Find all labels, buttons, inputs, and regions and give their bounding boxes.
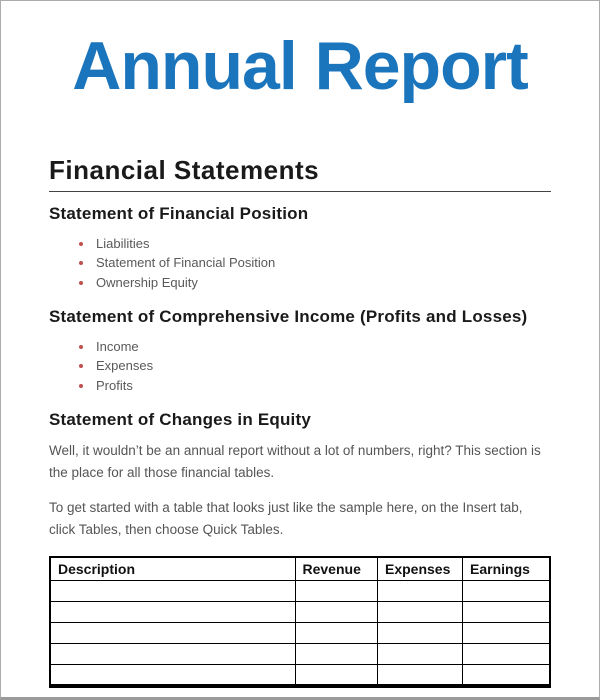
list-item: Expenses [49,356,551,376]
table-cell [50,665,295,686]
section-heading-financial-position: Statement of Financial Position [49,204,309,224]
table-cell [50,581,295,602]
table-cell [378,623,463,644]
table-header-cell: Revenue [295,557,378,581]
section-heading-comprehensive-income: Statement of Comprehensive Income (Profits and Losses) [49,307,528,327]
financial-position-list [49,234,551,293]
financial-table [49,556,551,688]
table-cell [463,602,551,623]
list-item: Liabilities [49,234,551,254]
section-heading-changes-in-equity: Statement of Changes in Equity [49,410,311,430]
table-row [50,623,550,644]
list-item: Profits [49,376,551,396]
table-cell [378,665,463,686]
table-cell [50,602,295,623]
table-cell [295,665,378,686]
comprehensive-income-list [49,337,551,396]
table-header-cell: Earnings [463,557,551,581]
table-cell [378,602,463,623]
document-title: Annual Report [72,28,528,104]
table-cell [463,665,551,686]
table-row [50,644,550,665]
table-cell [295,581,378,602]
document-body [49,156,551,688]
body-paragraph: Well, it wouldn’t be an annual report without a lot of numbers, right? This section is the place for all those financial tables. [49,442,541,480]
table-header-row [50,557,550,581]
list-item: Income [49,337,551,357]
table-cell [463,644,551,665]
table-row [50,581,550,602]
table-row [50,602,550,623]
table-cell [295,602,378,623]
table-cell [50,623,295,644]
table-cell [463,623,551,644]
table-cell [463,581,551,602]
table-row [50,665,550,686]
list-item: Statement of Financial Position [49,253,551,273]
table-cell [378,581,463,602]
table-cell [50,644,295,665]
table-cell [295,644,378,665]
table-cell [295,623,378,644]
table-cell [378,644,463,665]
body-paragraph: To get started with a table that looks just like the sample here, on the Insert tab, click Tables, then choose Quick Tables. [49,499,523,537]
list-item: Ownership Equity [49,273,551,293]
table-body [50,581,550,686]
financial-statements-heading: Financial Statements [49,156,551,193]
table-header-cell: Expenses [378,557,463,581]
table-header-cell: Description [50,557,295,581]
